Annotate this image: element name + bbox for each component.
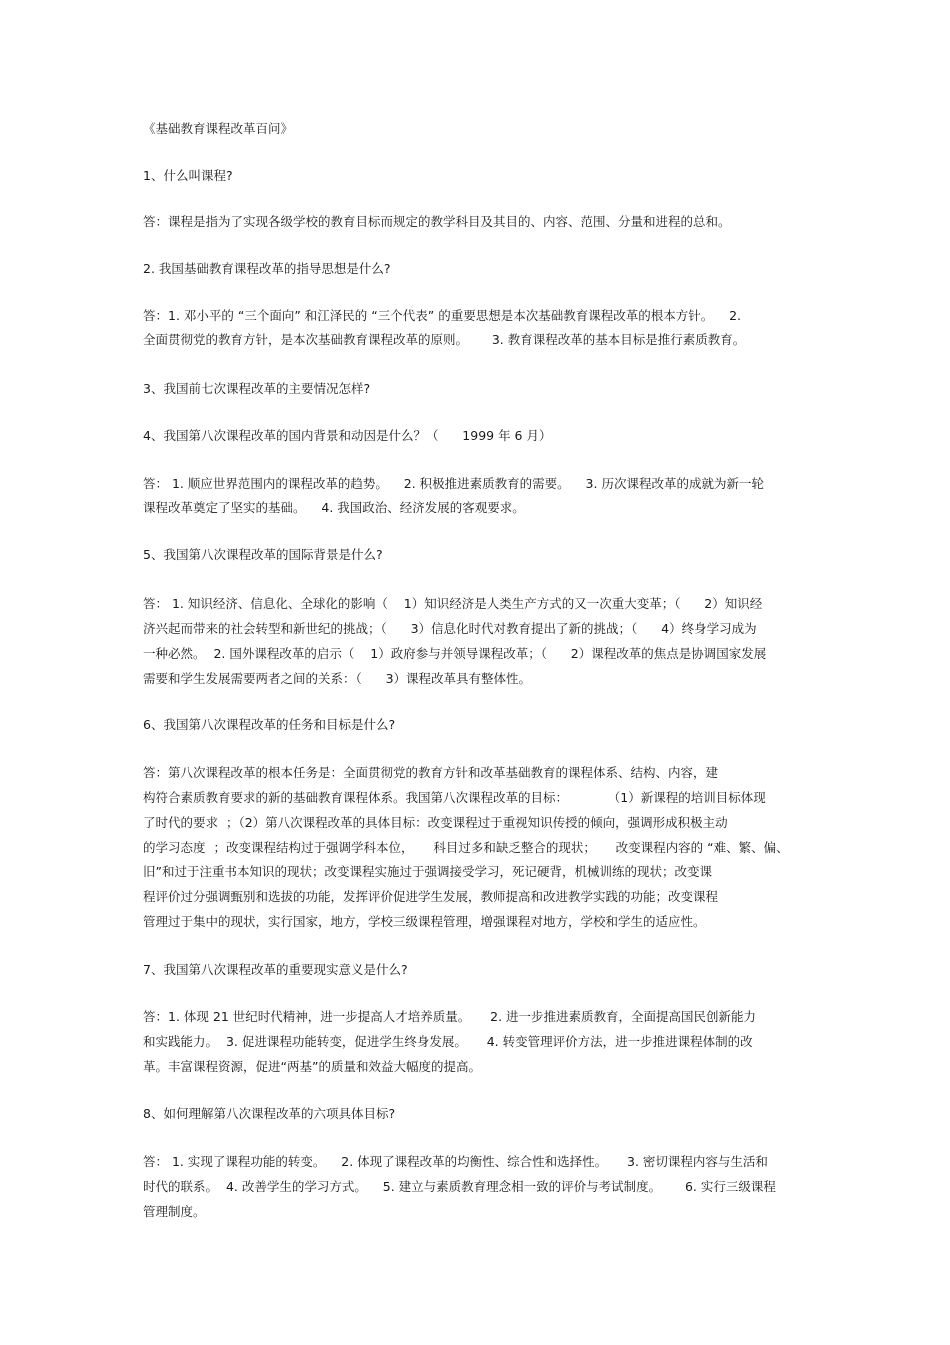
question-6: 6、我国第八次课程改革的任务和目标是什么? — [143, 717, 396, 732]
answer-6-line: 的学习态度 ；改变课程结构过于强调学科本位， 科目过多和缺乏整合的现状； 改变课程内容的 “难、繁、偏、 — [143, 840, 789, 855]
question-1: 1、什么叫课程? — [143, 168, 233, 183]
answer-6-line: 旧”和过于注重书本知识的现状；改变课程实施过于强调接受学习，死记硬背，机械训练的现状；改变课 — [143, 864, 712, 879]
answer-6-line: 构符合素质教育要求的新的基础教育课程体系。我国第八次课程改革的目标： （1）新课程的培训目标体现 — [143, 790, 766, 805]
question-8: 8、如何理解第八次课程改革的六项具体目标? — [143, 1106, 396, 1121]
answer-5-line: 济兴起而带来的社会转型和新世纪的挑战；（ 3）信息化时代对教育提出了新的挑战；（ 4）终身学习成为 — [143, 621, 757, 636]
answer-6-line: 管理过于集中的现状，实行国家，地方，学校三级课程管理，增强课程对地方，学校和学生的适应性。 — [143, 914, 706, 929]
question-3: 3、我国前七次课程改革的主要情况怎样? — [143, 381, 371, 396]
answer-4-line: 答： 1. 顺应世界范围内的课程改革的趋势。 2. 积极推进素质教育的需要。 3. 历次课程改革的成就为新一轮 — [143, 476, 764, 491]
answer-6-line: 答：第八次课程改革的根本任务是：全面贯彻党的教育方针和改革基础教育的课程体系、结构、内容，建 — [143, 765, 719, 780]
answer-1-line: 答：课程是指为了实现各级学校的教育目标而规定的教学科目及其目的、内容、范围、分量和进程的总和。 — [143, 214, 731, 229]
answer-2-line: 答：1. 邓小平的 “三个面向” 和江泽民的 “三个代表” 的重要思想是本次基础教育课程改革的根本方针。 2. — [143, 308, 742, 323]
answer-7-line: 革。丰富课程资源，促进“两基”的质量和效益大幅度的提高。 — [143, 1059, 481, 1074]
answer-8-line: 管理制度。 — [143, 1204, 206, 1219]
answer-5-line: 答： 1. 知识经济、信息化、全球化的影响（ 1）知识经济是人类生产方式的又一次重大变革；（ 2）知识经 — [143, 596, 763, 611]
answer-8-line: 时代的联系。 4. 改善学生的学习方式。 5. 建立与素质教育理念相一致的评价与考试制度。 6. 实行三级课程 — [143, 1179, 776, 1194]
question-2: 2. 我国基础教育课程改革的指导思想是什么? — [143, 261, 391, 276]
answer-6-line: 程评价过分强调甄别和选拔的功能，发挥评价促进学生发展，教师提高和改进教学实践的功能；改变课程 — [143, 889, 719, 904]
question-5: 5、我国第八次课程改革的国际背景是什么? — [143, 547, 383, 562]
answer-6-line: 了时代的要求 ；（2）第八次课程改革的具体目标：改变课程过于重视知识传授的倾向，强调形成积极主动 — [143, 815, 728, 830]
answer-2-line: 全面贯彻党的教育方针，是本次基础教育课程改革的原则。 3. 教育课程改革的基本目标是推行素质教育。 — [143, 332, 746, 347]
document-title: 《基础教育课程改革百问》 — [143, 121, 294, 136]
answer-5-line: 一种必然。 2. 国外课程改革的启示（ 1）政府参与并领导课程改革；（ 2）课程改革的焦点是协调国家发展 — [143, 646, 767, 661]
answer-4-line: 课程改革奠定了坚实的基础。 4. 我国政治、经济发展的客观要求。 — [143, 500, 525, 515]
answer-8-line: 答： 1. 实现了课程功能的转变。 2. 体现了课程改革的均衡性、综合性和选择性。 3. 密切课程内容与生活和 — [143, 1154, 768, 1169]
answer-7-line: 答：1. 体现 21 世纪时代精神，进一步提高人才培养质量。 2. 进一步推进素质教育，全面提高国民创新能力 — [143, 1009, 757, 1024]
question-4: 4、我国第八次课程改革的国内背景和动因是什么？（ 1999 年 6 月） — [143, 428, 552, 443]
question-7: 7、我国第八次课程改革的重要现实意义是什么? — [143, 962, 408, 977]
answer-5-line: 需要和学生发展需要两者之间的关系：（ 3）课程改革具有整体性。 — [143, 671, 532, 686]
answer-7-line: 和实践能力。 3. 促进课程功能转变，促进学生终身发展。 4. 转变管理评价方法，进一步推进课程体制的改 — [143, 1034, 753, 1049]
